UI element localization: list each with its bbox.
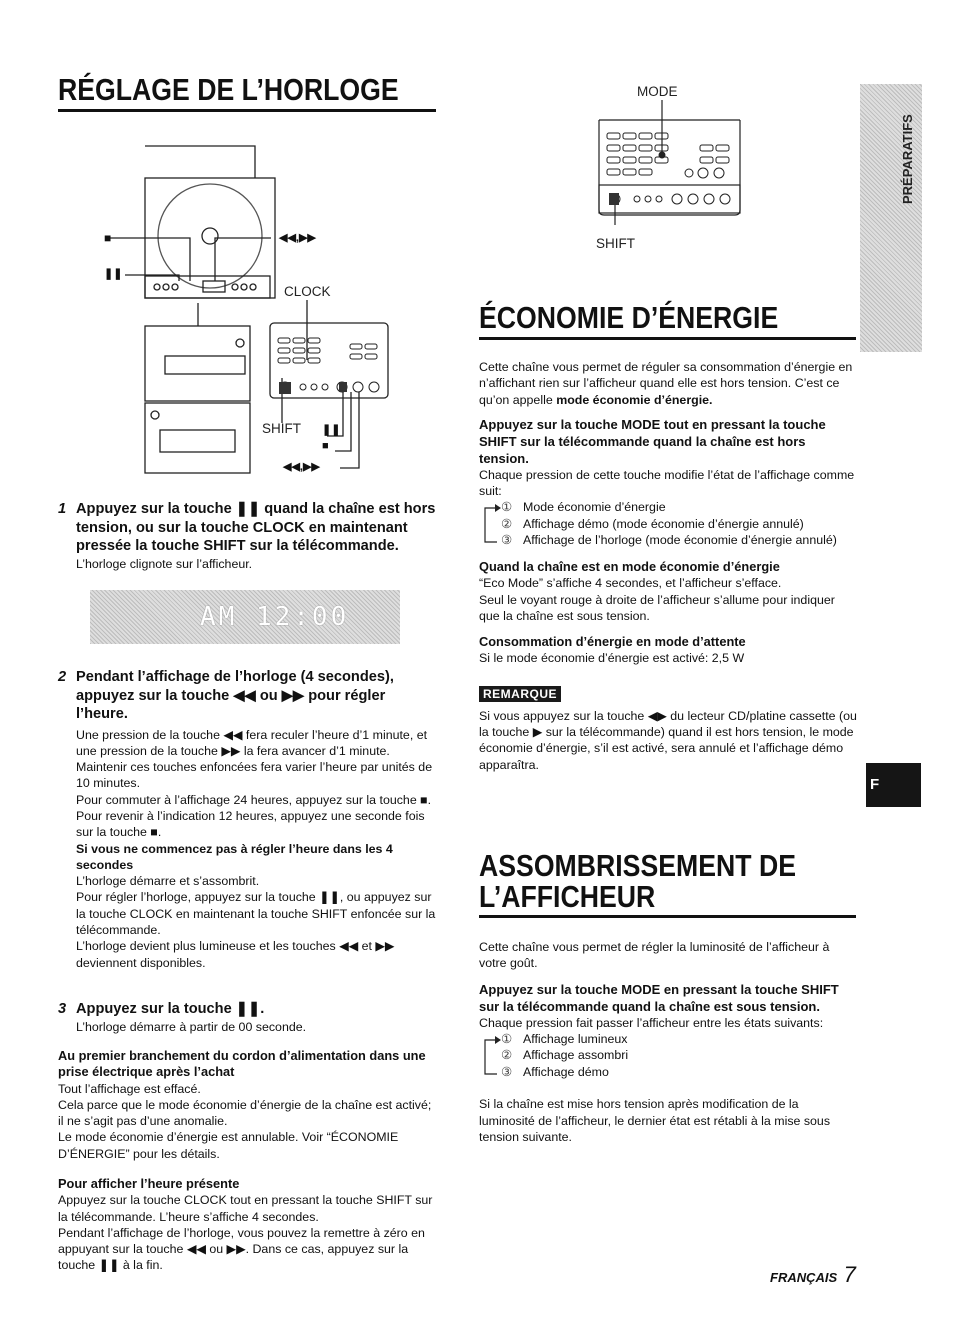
- pause-symbol-main: ❚❚: [104, 268, 123, 280]
- eco-sub1-p1: “Eco Mode” s’affiche 4 secondes, et l’afficheur s’efface.: [479, 576, 782, 591]
- clock-display-text: AM 12:00: [200, 602, 350, 632]
- eco-sub1: Quand la chaîne est en mode économie d’énergie: [479, 558, 780, 574]
- clock-title: RÉGLAGE DE L’HORLOGE: [58, 72, 399, 107]
- eco-p1: Chaque pression de cette touche modifie l’état de l’affichage comme suit:: [479, 467, 855, 499]
- first-power-p1: Tout l’affichage est effacé.: [58, 1081, 201, 1096]
- cycle-arrow-icon: [481, 1034, 501, 1084]
- dim-cycle-item: ③ Affichage démo: [501, 1064, 609, 1079]
- show-time-p1: Appuyez sur la touche CLOCK tout en pressant la touche SHIFT sur la télécommande. L’heure s’affiche 4 secondes.: [58, 1193, 433, 1224]
- eco-intro: Cette chaîne vous permet de réguler sa consommation d’énergie en n’affichant rien sur l’afficheur quand elle est hors tension. C’est ce qu’on appelle: [479, 360, 853, 407]
- preparatifs-label: PRÉPARATIFS: [900, 114, 915, 204]
- step-3-number: 3: [58, 1001, 67, 1017]
- dim-title-line1: ASSOMBRISSEMENT DE: [479, 848, 797, 883]
- footer-language: FRANÇAIS: [770, 1270, 838, 1285]
- page-number: 7: [843, 1262, 856, 1287]
- step-2-p3: Pour revenir à l’indication 12 heures, appuyez une seconde fois sur la touche ■.: [76, 808, 425, 840]
- first-power-heading: Au premier branchement du cordon d’alimentation dans une prise électrique après l’achat: [58, 1048, 426, 1080]
- show-time-section: [58, 1176, 438, 1274]
- skip-symbol-main: ◀◀,▶▶: [279, 232, 316, 244]
- dim-title-line2: L’AFFICHEUR: [479, 879, 656, 914]
- dim-title-rule: [479, 915, 856, 918]
- step-1-note: L’horloge clignote sur l’afficheur.: [76, 556, 253, 571]
- step-2-p5: Pour régler l’horloge, appuyez sur la touche ❚❚, ou appuyez sur la touche CLOCK en maintenant la touche SHIFT enfoncée sur la télécommande.: [76, 890, 436, 938]
- eco-cycle-item: ② Affichage démo (mode économie d’énergie annulé): [501, 516, 804, 531]
- step-1-number: 1: [58, 501, 67, 517]
- mode-label: MODE: [637, 84, 678, 99]
- eco-section: [479, 359, 857, 773]
- dim-intro: Cette chaîne vous permet de régler la luminosité de l’afficheur à votre goût.: [479, 940, 830, 971]
- dim-cycle: [479, 1031, 857, 1081]
- dim-cycle-item: ② Affichage assombri: [501, 1048, 629, 1063]
- step-1-text: Appuyez sur la touche ❚❚ quand la chaîne est hors tension, ou sur la touche CLOCK en maintenant pressée la touche SHIFT sur la télécommande.: [76, 501, 436, 554]
- cycle-arrow-icon: [481, 502, 501, 552]
- eco-heading: Appuyez sur la touche MODE tout en pressant la touche SHIFT sur la télécommande quand la chaîne est hors tension.: [479, 416, 826, 466]
- step-2-number: 2: [58, 669, 67, 685]
- dim-section: [479, 939, 857, 1145]
- stop-symbol-remote: ■: [322, 440, 329, 452]
- show-time-p2: Pendant l’affichage de l’horloge, vous pouvez la remettre à zéro en appuyant sur la touche ◀◀ ou ▶▶. Dans ce cas, appuyez sur la touche ❚❚ à la fin.: [58, 1225, 425, 1273]
- clock-display-illustration: [90, 590, 400, 644]
- eco-intro-bold: mode économie d’énergie.: [556, 392, 713, 407]
- pause-symbol-remote: ❚❚: [322, 424, 341, 436]
- eco-cycle-item: ① Mode économie d’énergie: [501, 500, 666, 515]
- shift-label-left: SHIFT: [262, 421, 301, 436]
- page-footer: [770, 1262, 856, 1288]
- language-tab-label: F: [870, 776, 880, 793]
- show-time-heading: Pour afficher l’heure présente: [58, 1176, 240, 1191]
- clock-label: CLOCK: [284, 284, 331, 299]
- step-2-p1: Une pression de la touche ◀◀ fera reculer l’heure d’1 minute, et une pression de la touche ▶▶ la fera avancer d’1 minute. Maintenir ces touches enfoncées fera varier l’heure par unités de 10 minutes.: [76, 727, 433, 791]
- step-2-p4: L’horloge démarre et s’assombrit.: [76, 874, 260, 889]
- stop-symbol-main: ■: [104, 231, 112, 245]
- language-tab: [866, 763, 921, 807]
- eco-title: ÉCONOMIE D’ÉNERGIE: [479, 300, 779, 335]
- dim-p1: Chaque pression fait passer l’afficheur entre les états suivants:: [479, 1015, 824, 1030]
- eco-sub2: Consommation d’énergie en mode d’attente: [479, 634, 746, 650]
- remark-badge: REMARQUE: [479, 686, 561, 702]
- step-1: [58, 500, 438, 572]
- preparatifs-tab: [860, 84, 922, 352]
- step-2-subheading: Si vous ne commencez pas à régler l’heure dans les 4 secondes: [76, 841, 393, 872]
- shift-label-right: SHIFT: [596, 236, 635, 251]
- eco-cycle: [479, 499, 857, 549]
- step-2-text: Pendant l’affichage de l’horloge (4 secondes), appuyez sur la touche ◀◀ ou ▶▶ pour régler l’heure.: [76, 669, 394, 722]
- step-2: [58, 668, 438, 971]
- step-2-p2: Pour commuter à l’affichage 24 heures, appuyez sur la touche ■.: [76, 792, 432, 807]
- dim-cycle-item: ① Affichage lumineux: [501, 1031, 628, 1046]
- eco-title-rule: [479, 337, 856, 340]
- step-3-note: L’horloge démarre à partir de 00 seconde.: [76, 1019, 307, 1034]
- stereo-diagram: [95, 138, 405, 478]
- first-power-p3: Le mode économie d’énergie est annulable. Voir “ÉCONOMIE D’ÉNERGIE” pour les détails.: [58, 1130, 399, 1161]
- first-power-p2: Cela parce que le mode économie d’énergie de la chaîne est activé; il ne s’agit pas d’une anomalie.: [58, 1097, 432, 1129]
- dim-heading: Appuyez sur la touche MODE en pressant la touche SHIFT sur la télécommande quand la chaîne est sous tension.: [479, 981, 839, 1014]
- step-3: [58, 1000, 438, 1035]
- eco-sub1-p2: Seul le voyant rouge à droite de l’afficheur s’allume pour indiquer que la chaîne est sous tension.: [479, 592, 835, 623]
- dim-p2: Si la chaîne est mise hors tension après modification de la luminosité de l’afficheur, le dernier état est rétabli à la mise sous tension suivante.: [479, 1097, 831, 1144]
- step-2-p6: L’horloge devient plus lumineuse et les touches ◀◀ et ▶▶ deviennent disponibles.: [76, 939, 395, 970]
- remote-diagram: [585, 95, 755, 225]
- title-rule: [58, 109, 436, 112]
- remark-text: Si vous appuyez sur la touche ◀▶ du lecteur CD/platine cassette (ou la touche ▶ sur la télécommande) quand il est hors tension, le mode économie d’énergie, s’il est activé, sera annulé et l’affichage démo apparaîtra.: [479, 708, 857, 772]
- skip-symbol-remote: ◀◀,▶▶: [283, 461, 320, 473]
- eco-sub2-p: Si le mode économie d’énergie est activé: 2,5 W: [479, 651, 745, 666]
- step-3-text: Appuyez sur la touche ❚❚.: [76, 1001, 265, 1017]
- first-power-section: [58, 1048, 438, 1162]
- eco-cycle-item: ③ Affichage de l’horloge (mode économie d’énergie annulé): [501, 533, 837, 548]
